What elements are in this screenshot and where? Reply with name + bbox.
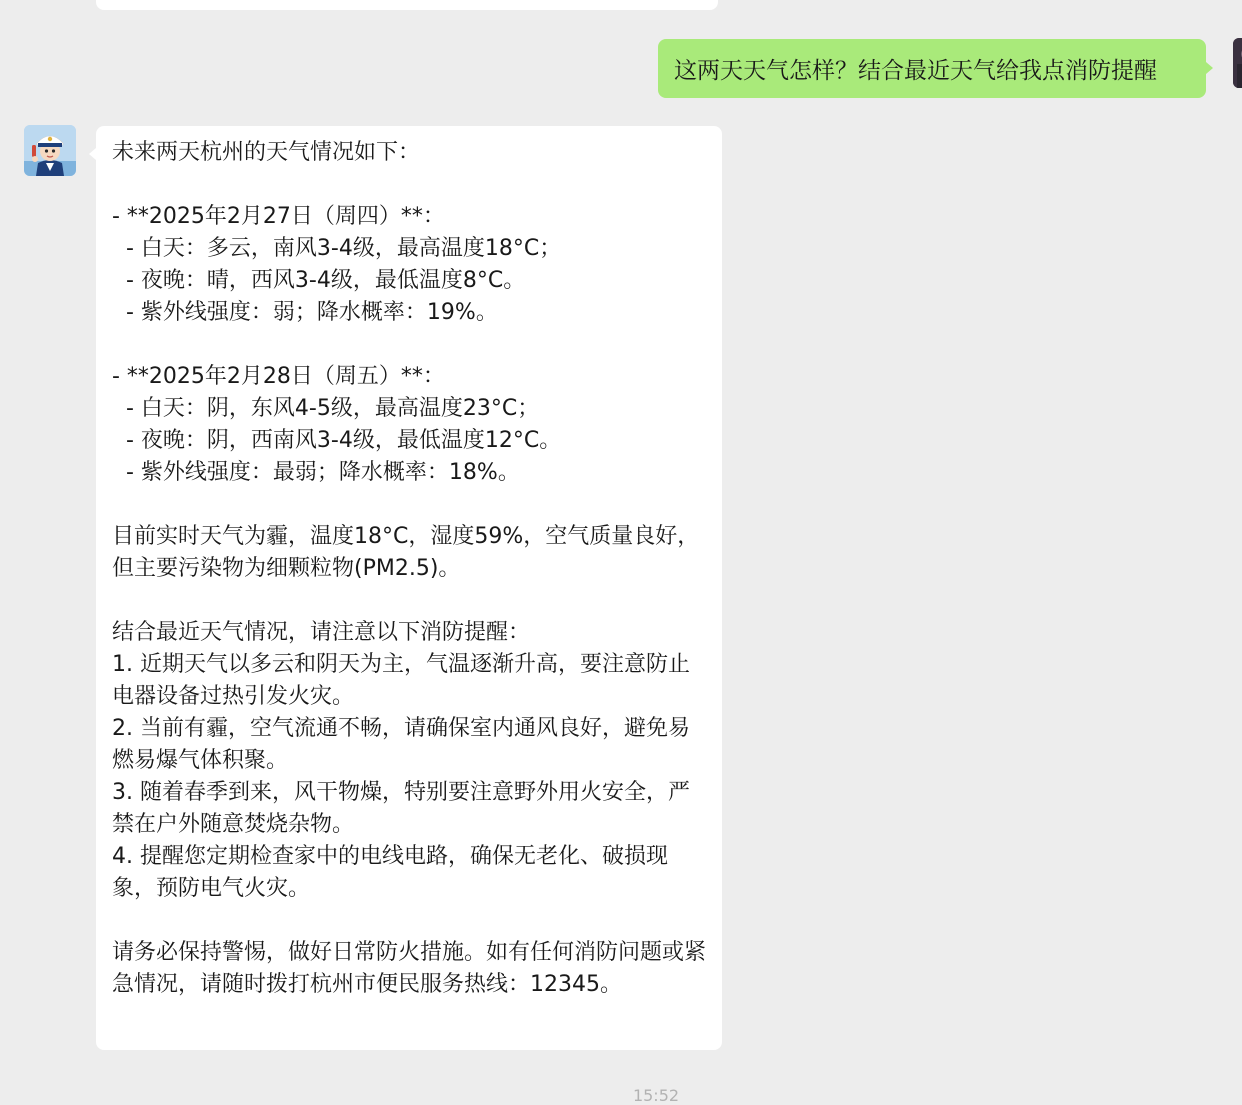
user-avatar[interactable] [1233, 38, 1242, 88]
user-photo-icon [1233, 38, 1242, 88]
bot-avatar[interactable] [24, 125, 76, 176]
user-message-text: 这两天天气怎样？结合最近天气给我点消防提醒 [674, 58, 1157, 84]
firefighter-cartoon-icon [24, 125, 76, 176]
user-message-bubble[interactable] [658, 39, 1206, 98]
message-timestamp: 15:52 [632, 1086, 680, 1105]
previous-message-bubble [96, 0, 718, 10]
bot-message-bubble[interactable] [96, 126, 722, 1050]
bot-message-text: 未来两天杭州的天气情况如下： - **2025年2月27日（周四）**： - 白天：多云，南风3-4级，最高温度18°C； - 夜晚：晴，西风3-4级，最低温度8°C。 - 紫外线强度：弱；降水概率：19%。 - **2025年2月28日（周五）**： - 白天：阴，东风4-5级，最高温度23°C； - 夜晚：阴，西南风3-4级，最低温度12°C。 - 紫外线强度：最弱；降水概率：18%。 目前实时天气为霾，温度18°C，湿度59%，空气质量良好，但主要污染物为细颗粒物(PM2.5)。 结合最近天气情况，请注意以下消防提醒： 1. 近期天气以多云和阴天为主，气温逐渐升高，要注意防止电器设备过热引发火灾。 2. 当前有霾，空气流通不畅，请确保室内通风良好，避免易燃易爆气体积聚。 3. 随着春季到来，风干物燥，特别要注意野外用火安全，严禁在户外随意焚烧杂物。 4. 提醒您定期检查家中的电线电路，确保无老化、破损现象，预防电气火灾。 请务必保持警惕，做好日常防火措施。如有任何消防问题或紧急情况，请随时拨打杭州市便民服务热线：12345。 [112, 140, 707, 997]
